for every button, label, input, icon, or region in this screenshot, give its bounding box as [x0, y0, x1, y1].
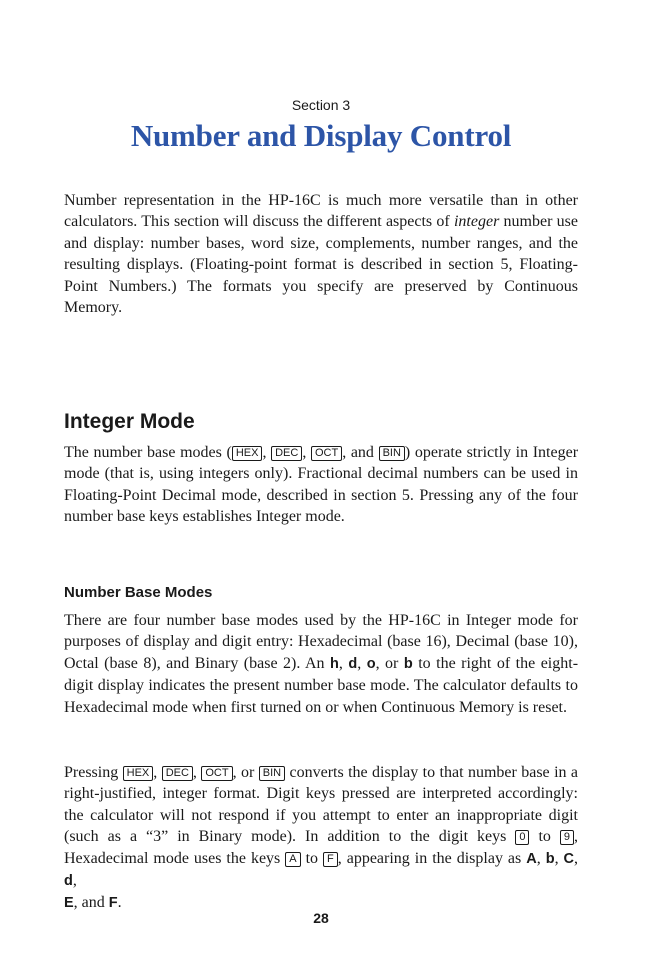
dec-key: DEC	[162, 766, 193, 781]
bin-key: BIN	[259, 766, 285, 781]
pressing-paragraph	[64, 762, 578, 915]
display-d: d	[348, 655, 358, 672]
hex-key: HEX	[123, 766, 154, 781]
display-o: o	[366, 655, 376, 672]
display-b: b	[403, 655, 413, 672]
sep: ,	[536, 849, 546, 867]
sep: ,	[72, 872, 77, 890]
intro-text-1: Number representation in the HP-16C is much more versatile than in other calculators. This section will discuss the different aspects of	[64, 192, 578, 231]
display-C: C	[563, 850, 575, 867]
pressing-text-4: , appearing in the display as	[337, 849, 527, 867]
sep: , and	[73, 894, 109, 912]
sep: ,	[262, 444, 272, 461]
number-base-modes-paragraph	[64, 610, 578, 718]
sep: to	[300, 849, 324, 867]
hex-key: HEX	[232, 446, 263, 461]
sep: ,	[153, 764, 162, 781]
pressing-text-2: converts the display to that number base in a right-justified, integer format. Digit keys pressed are interpreted accordingly: the calculator will not respond if you attempt to enter an inappropriate digit (such as a “3” in Binary mode). In addition to the digit keys	[64, 764, 579, 846]
integer-text-1: The number base modes (	[64, 444, 232, 461]
base-text-1: There are four number base modes used by the HP-16C in Integer mode for purposes of display and digit entry: Hexadecimal (base 16), Decimal (base 10), Octal (base 8), and Binary (base 2). An	[64, 612, 578, 672]
pressing-text-3: , Hexadecimal mode uses the keys	[64, 828, 579, 867]
sep: .	[117, 894, 122, 912]
sep: ,	[192, 764, 202, 781]
sep: ,	[554, 849, 564, 867]
dec-key: DEC	[271, 446, 302, 461]
display-A: A	[526, 850, 537, 867]
sep: , or	[232, 764, 259, 781]
base-text-2: to the right of the eight-digit display indicates the present number base mode. The calculator defaults to Hexadecimal mode when first turned on or when Continuous Memory is reset.	[64, 654, 579, 716]
integer-mode-heading: Integer Mode	[64, 410, 195, 433]
display-d: d	[64, 873, 73, 890]
sep: ,	[338, 654, 349, 672]
bin-key: BIN	[379, 446, 405, 461]
page-title: Number and Display Control	[130, 118, 512, 153]
a-key: A	[285, 852, 300, 867]
intro-text-2: number use and display: number bases, word size, complements, number ranges, and the resulting displays. (Floating-point format is described in section 5, Floating-Point Numbers.) The formats you specify are preserved by Continuous Memory.	[64, 213, 579, 317]
oct-key: OCT	[311, 446, 342, 461]
number-base-modes-heading: Number Base Modes	[64, 584, 213, 601]
sep: to	[529, 828, 560, 846]
oct-key: OCT	[201, 766, 232, 781]
intro-emphasis: integer	[453, 213, 500, 231]
f-key: F	[323, 852, 338, 867]
display-F: F	[108, 895, 118, 912]
display-h: h	[330, 655, 339, 672]
sep: ,	[574, 849, 579, 867]
sep: , or	[375, 654, 404, 672]
pressing-text-1: Pressing	[64, 764, 123, 781]
page-number: 28	[313, 910, 329, 926]
integer-mode-paragraph	[64, 442, 578, 528]
sep: ,	[302, 444, 311, 461]
display-b: b	[545, 850, 555, 867]
digit-0-key: 0	[515, 830, 529, 845]
sep: , and	[342, 444, 379, 461]
section-label: Section 3	[291, 97, 351, 113]
digit-9-key: 9	[560, 830, 574, 845]
display-E: E	[64, 895, 74, 912]
sep: ,	[357, 654, 367, 672]
intro-paragraph	[64, 190, 578, 318]
integer-text-2: ) operate strictly in Integer mode (that is, using integers only). Fractional decimal numbers can be used in Floating-Point Decimal mode, described in section 5. Pressing any of the four number base keys establishes Integer mode.	[64, 444, 579, 526]
